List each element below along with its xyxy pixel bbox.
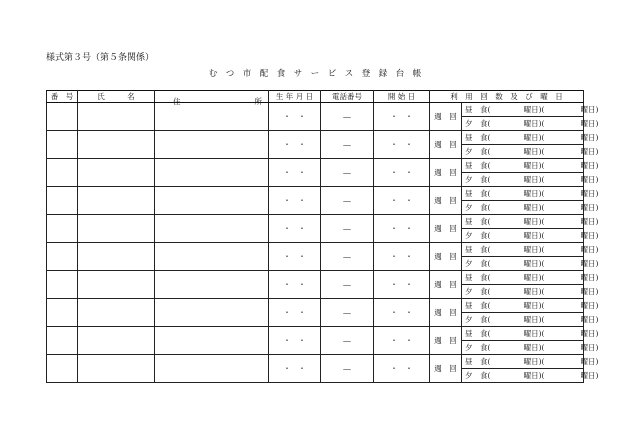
frequency-label: 週 回: [434, 139, 457, 149]
lunch-label: 昼 食(: [465, 328, 491, 338]
cell-dinner[interactable]: [462, 313, 599, 327]
lunch-label: 昼 食(: [465, 300, 491, 310]
cell-frequency[interactable]: [430, 103, 462, 131]
cell-name[interactable]: [78, 159, 155, 187]
start-date-dots: ・ ・: [390, 335, 413, 345]
phone-dash: ―: [343, 139, 351, 149]
lunch-label: 昼 食(: [465, 272, 491, 282]
lunch-label: 昼 食(: [465, 356, 491, 366]
dinner-day-2: 曜日): [580, 174, 599, 184]
dinner-label: 夕 食(: [465, 314, 491, 324]
cell-lunch[interactable]: [462, 327, 599, 341]
cell-name[interactable]: [78, 271, 155, 299]
dinner-label: 夕 食(: [465, 286, 491, 296]
dinner-day-1: 曜日)(: [523, 370, 545, 380]
dinner-label: 夕 食(: [465, 342, 491, 352]
cell-name[interactable]: [78, 299, 155, 327]
dinner-day-2: 曜日): [580, 342, 599, 352]
cell-start-date[interactable]: [374, 299, 430, 327]
cell-lunch[interactable]: [462, 271, 599, 285]
dinner-day-2: 曜日): [580, 314, 599, 324]
cell-lunch[interactable]: [462, 131, 599, 145]
cell-start-date[interactable]: [374, 215, 430, 243]
cell-birthdate[interactable]: [269, 187, 321, 215]
lunch-day-1: 曜日)(: [523, 272, 545, 282]
cell-dinner[interactable]: [462, 201, 599, 215]
record-row-top: [47, 327, 584, 341]
cell-dinner[interactable]: [462, 173, 599, 187]
cell-phone[interactable]: [321, 299, 374, 327]
lunch-day-1: 曜日)(: [523, 104, 545, 114]
cell-name[interactable]: [78, 131, 155, 159]
lunch-label: 昼 食(: [465, 132, 491, 142]
record-row-top: [47, 243, 584, 257]
registry-table: [46, 90, 599, 383]
record-row-top: [47, 159, 584, 173]
cell-phone[interactable]: [321, 159, 374, 187]
cell-start-date[interactable]: [374, 131, 430, 159]
dinner-label: 夕 食(: [465, 370, 491, 380]
birthdate-dots: ・ ・: [283, 167, 306, 177]
birthdate-dots: ・ ・: [283, 307, 306, 317]
lunch-label: 昼 食(: [465, 244, 491, 254]
cell-frequency[interactable]: [430, 243, 462, 271]
lunch-day-1: 曜日)(: [523, 160, 545, 170]
lunch-day-1: 曜日)(: [523, 188, 545, 198]
lunch-label: 昼 食(: [465, 104, 491, 114]
cell-number[interactable]: [47, 103, 78, 131]
cell-phone[interactable]: [321, 103, 374, 131]
cell-address[interactable]: [155, 159, 269, 187]
lunch-day-2: 曜日): [580, 356, 599, 366]
frequency-label: 週 回: [434, 167, 457, 177]
birthdate-dots: ・ ・: [283, 335, 306, 345]
dinner-day-2: 曜日): [580, 230, 599, 240]
dinner-label: 夕 食(: [465, 146, 491, 156]
cell-name[interactable]: [78, 215, 155, 243]
cell-dinner[interactable]: [462, 285, 599, 299]
dinner-day-1: 曜日)(: [523, 230, 545, 240]
header-start-date: 開 始 日: [374, 91, 430, 103]
cell-start-date[interactable]: [374, 355, 430, 383]
cell-birthdate[interactable]: [269, 243, 321, 271]
cell-birthdate[interactable]: [269, 215, 321, 243]
start-date-dots: ・ ・: [390, 195, 413, 205]
cell-lunch[interactable]: [462, 159, 599, 173]
start-date-dots: ・ ・: [390, 167, 413, 177]
phone-dash: ―: [343, 279, 351, 289]
dinner-day-1: 曜日)(: [523, 314, 545, 324]
lunch-day-2: 曜日): [580, 132, 599, 142]
dinner-label: 夕 食(: [465, 230, 491, 240]
lunch-day-1: 曜日)(: [523, 300, 545, 310]
cell-start-date[interactable]: [374, 103, 430, 131]
cell-number[interactable]: [47, 271, 78, 299]
header-row: [47, 91, 584, 103]
record-row-top: [47, 355, 584, 369]
cell-address[interactable]: [155, 299, 269, 327]
dinner-label: 夕 食(: [465, 202, 491, 212]
phone-dash: ―: [343, 111, 351, 121]
cell-dinner[interactable]: [462, 229, 599, 243]
dinner-day-1: 曜日)(: [523, 286, 545, 296]
dinner-day-1: 曜日)(: [523, 202, 545, 212]
cell-phone[interactable]: [321, 271, 374, 299]
frequency-label: 週 回: [434, 279, 457, 289]
lunch-day-2: 曜日): [580, 216, 599, 226]
cell-birthdate[interactable]: [269, 103, 321, 131]
lunch-day-1: 曜日)(: [523, 132, 545, 142]
cell-phone[interactable]: [321, 187, 374, 215]
cell-number[interactable]: [47, 187, 78, 215]
header-address-right: 所: [254, 96, 262, 106]
header-address: [155, 91, 269, 106]
cell-frequency[interactable]: [430, 215, 462, 243]
cell-birthdate[interactable]: [269, 131, 321, 159]
cell-name[interactable]: [78, 327, 155, 355]
cell-name[interactable]: [78, 243, 155, 271]
cell-number[interactable]: [47, 355, 78, 383]
start-date-dots: ・ ・: [390, 307, 413, 317]
start-date-dots: ・ ・: [390, 223, 413, 233]
header-phone: 電話番号: [321, 91, 374, 103]
cell-frequency[interactable]: [430, 299, 462, 327]
frequency-label: 週 回: [434, 335, 457, 345]
birthdate-dots: ・ ・: [283, 139, 306, 149]
frequency-label: 週 回: [434, 307, 457, 317]
cell-address[interactable]: [155, 355, 269, 383]
cell-address[interactable]: [155, 243, 269, 271]
dinner-day-2: 曜日): [580, 146, 599, 156]
dinner-day-1: 曜日)(: [523, 146, 545, 156]
phone-dash: ―: [343, 335, 351, 345]
form-title: む つ 市 配 食 サ ー ビ ス 登 録 台 帳: [208, 69, 422, 79]
frequency-label: 週 回: [434, 223, 457, 233]
start-date-dots: ・ ・: [390, 139, 413, 149]
cell-lunch[interactable]: [462, 355, 599, 369]
lunch-day-2: 曜日): [580, 188, 599, 198]
dinner-day-1: 曜日)(: [523, 118, 545, 128]
birthdate-dots: ・ ・: [283, 251, 306, 261]
start-date-dots: ・ ・: [390, 279, 413, 289]
dinner-day-1: 曜日)(: [523, 258, 545, 268]
record-row-top: [47, 299, 584, 313]
cell-phone[interactable]: [321, 131, 374, 159]
start-date-dots: ・ ・: [390, 363, 413, 373]
lunch-day-2: 曜日): [580, 244, 599, 254]
lunch-label: 昼 食(: [465, 188, 491, 198]
cell-address[interactable]: [155, 215, 269, 243]
dinner-day-2: 曜日): [580, 286, 599, 296]
cell-lunch[interactable]: [462, 243, 599, 257]
cell-dinner[interactable]: [462, 145, 599, 159]
phone-dash: ―: [343, 307, 351, 317]
phone-dash: ―: [343, 363, 351, 373]
birthdate-dots: ・ ・: [283, 195, 306, 205]
cell-birthdate[interactable]: [269, 299, 321, 327]
cell-birthdate[interactable]: [269, 159, 321, 187]
lunch-label: 昼 食(: [465, 160, 491, 170]
record-row-top: [47, 131, 584, 145]
cell-address[interactable]: [155, 131, 269, 159]
header-birthdate: 生 年 月 日: [269, 91, 321, 103]
header-address-left: 住: [173, 96, 181, 106]
cell-number[interactable]: [47, 243, 78, 271]
cell-number[interactable]: [47, 299, 78, 327]
cell-phone[interactable]: [321, 243, 374, 271]
record-row-top: [47, 103, 584, 117]
lunch-day-1: 曜日)(: [523, 216, 545, 226]
frequency-label: 週 回: [434, 111, 457, 121]
cell-phone[interactable]: [321, 327, 374, 355]
cell-birthdate[interactable]: [269, 327, 321, 355]
cell-frequency[interactable]: [430, 355, 462, 383]
record-row-top: [47, 187, 584, 201]
record-row-top: [47, 215, 584, 229]
phone-dash: ―: [343, 251, 351, 261]
frequency-label: 週 回: [434, 251, 457, 261]
birthdate-dots: ・ ・: [283, 111, 306, 121]
cell-start-date[interactable]: [374, 271, 430, 299]
cell-name[interactable]: [78, 103, 155, 131]
lunch-day-2: 曜日): [580, 300, 599, 310]
lunch-day-2: 曜日): [580, 160, 599, 170]
lunch-day-2: 曜日): [580, 104, 599, 114]
header-usage: 利 用 回 数 及 び 曜 日: [430, 91, 584, 103]
cell-lunch[interactable]: [462, 187, 599, 201]
cell-frequency[interactable]: [430, 159, 462, 187]
cell-dinner[interactable]: [462, 257, 599, 271]
cell-start-date[interactable]: [374, 187, 430, 215]
registry-rows: [47, 103, 599, 383]
dinner-label: 夕 食(: [465, 258, 491, 268]
phone-dash: ―: [343, 223, 351, 233]
birthdate-dots: ・ ・: [283, 363, 306, 373]
cell-lunch[interactable]: [462, 299, 599, 313]
lunch-day-1: 曜日)(: [523, 328, 545, 338]
cell-address[interactable]: [155, 271, 269, 299]
cell-frequency[interactable]: [430, 271, 462, 299]
cell-name[interactable]: [78, 355, 155, 383]
cell-dinner[interactable]: [462, 341, 599, 355]
cell-birthdate[interactable]: [269, 271, 321, 299]
dinner-day-1: 曜日)(: [523, 174, 545, 184]
dinner-day-2: 曜日): [580, 258, 599, 268]
cell-start-date[interactable]: [374, 159, 430, 187]
phone-dash: ―: [343, 167, 351, 177]
cell-frequency[interactable]: [430, 327, 462, 355]
frequency-label: 週 回: [434, 195, 457, 205]
phone-dash: ―: [343, 195, 351, 205]
cell-number[interactable]: [47, 159, 78, 187]
lunch-day-1: 曜日)(: [523, 244, 545, 254]
cell-number[interactable]: [47, 327, 78, 355]
lunch-day-2: 曜日): [580, 272, 599, 282]
cell-phone[interactable]: [321, 355, 374, 383]
cell-birthdate[interactable]: [269, 355, 321, 383]
lunch-day-2: 曜日): [580, 328, 599, 338]
cell-lunch[interactable]: [462, 215, 599, 229]
dinner-day-2: 曜日): [580, 202, 599, 212]
start-date-dots: ・ ・: [390, 251, 413, 261]
dinner-label: 夕 食(: [465, 174, 491, 184]
cell-address[interactable]: [155, 103, 269, 131]
lunch-label: 昼 食(: [465, 216, 491, 226]
cell-frequency[interactable]: [430, 131, 462, 159]
cell-name[interactable]: [78, 187, 155, 215]
cell-start-date[interactable]: [374, 327, 430, 355]
start-date-dots: ・ ・: [390, 111, 413, 121]
dinner-day-1: 曜日)(: [523, 342, 545, 352]
record-row-top: [47, 271, 584, 285]
cell-phone[interactable]: [321, 215, 374, 243]
cell-frequency[interactable]: [430, 187, 462, 215]
form-number: 様式第３号（第５条関係）: [46, 53, 155, 63]
frequency-label: 週 回: [434, 363, 457, 373]
lunch-day-1: 曜日)(: [523, 356, 545, 366]
dinner-label: 夕 食(: [465, 118, 491, 128]
cell-dinner[interactable]: [462, 117, 599, 131]
cell-lunch[interactable]: [462, 103, 599, 117]
birthdate-dots: ・ ・: [283, 279, 306, 289]
header-name: 氏 名: [78, 91, 155, 103]
dinner-day-2: 曜日): [580, 118, 599, 128]
cell-number[interactable]: [47, 131, 78, 159]
cell-address[interactable]: [155, 187, 269, 215]
cell-number[interactable]: [47, 215, 78, 243]
birthdate-dots: ・ ・: [283, 223, 306, 233]
cell-start-date[interactable]: [374, 243, 430, 271]
dinner-day-2: 曜日): [580, 370, 599, 380]
cell-dinner[interactable]: [462, 369, 599, 383]
header-number: 番 号: [47, 91, 78, 103]
cell-address[interactable]: [155, 327, 269, 355]
